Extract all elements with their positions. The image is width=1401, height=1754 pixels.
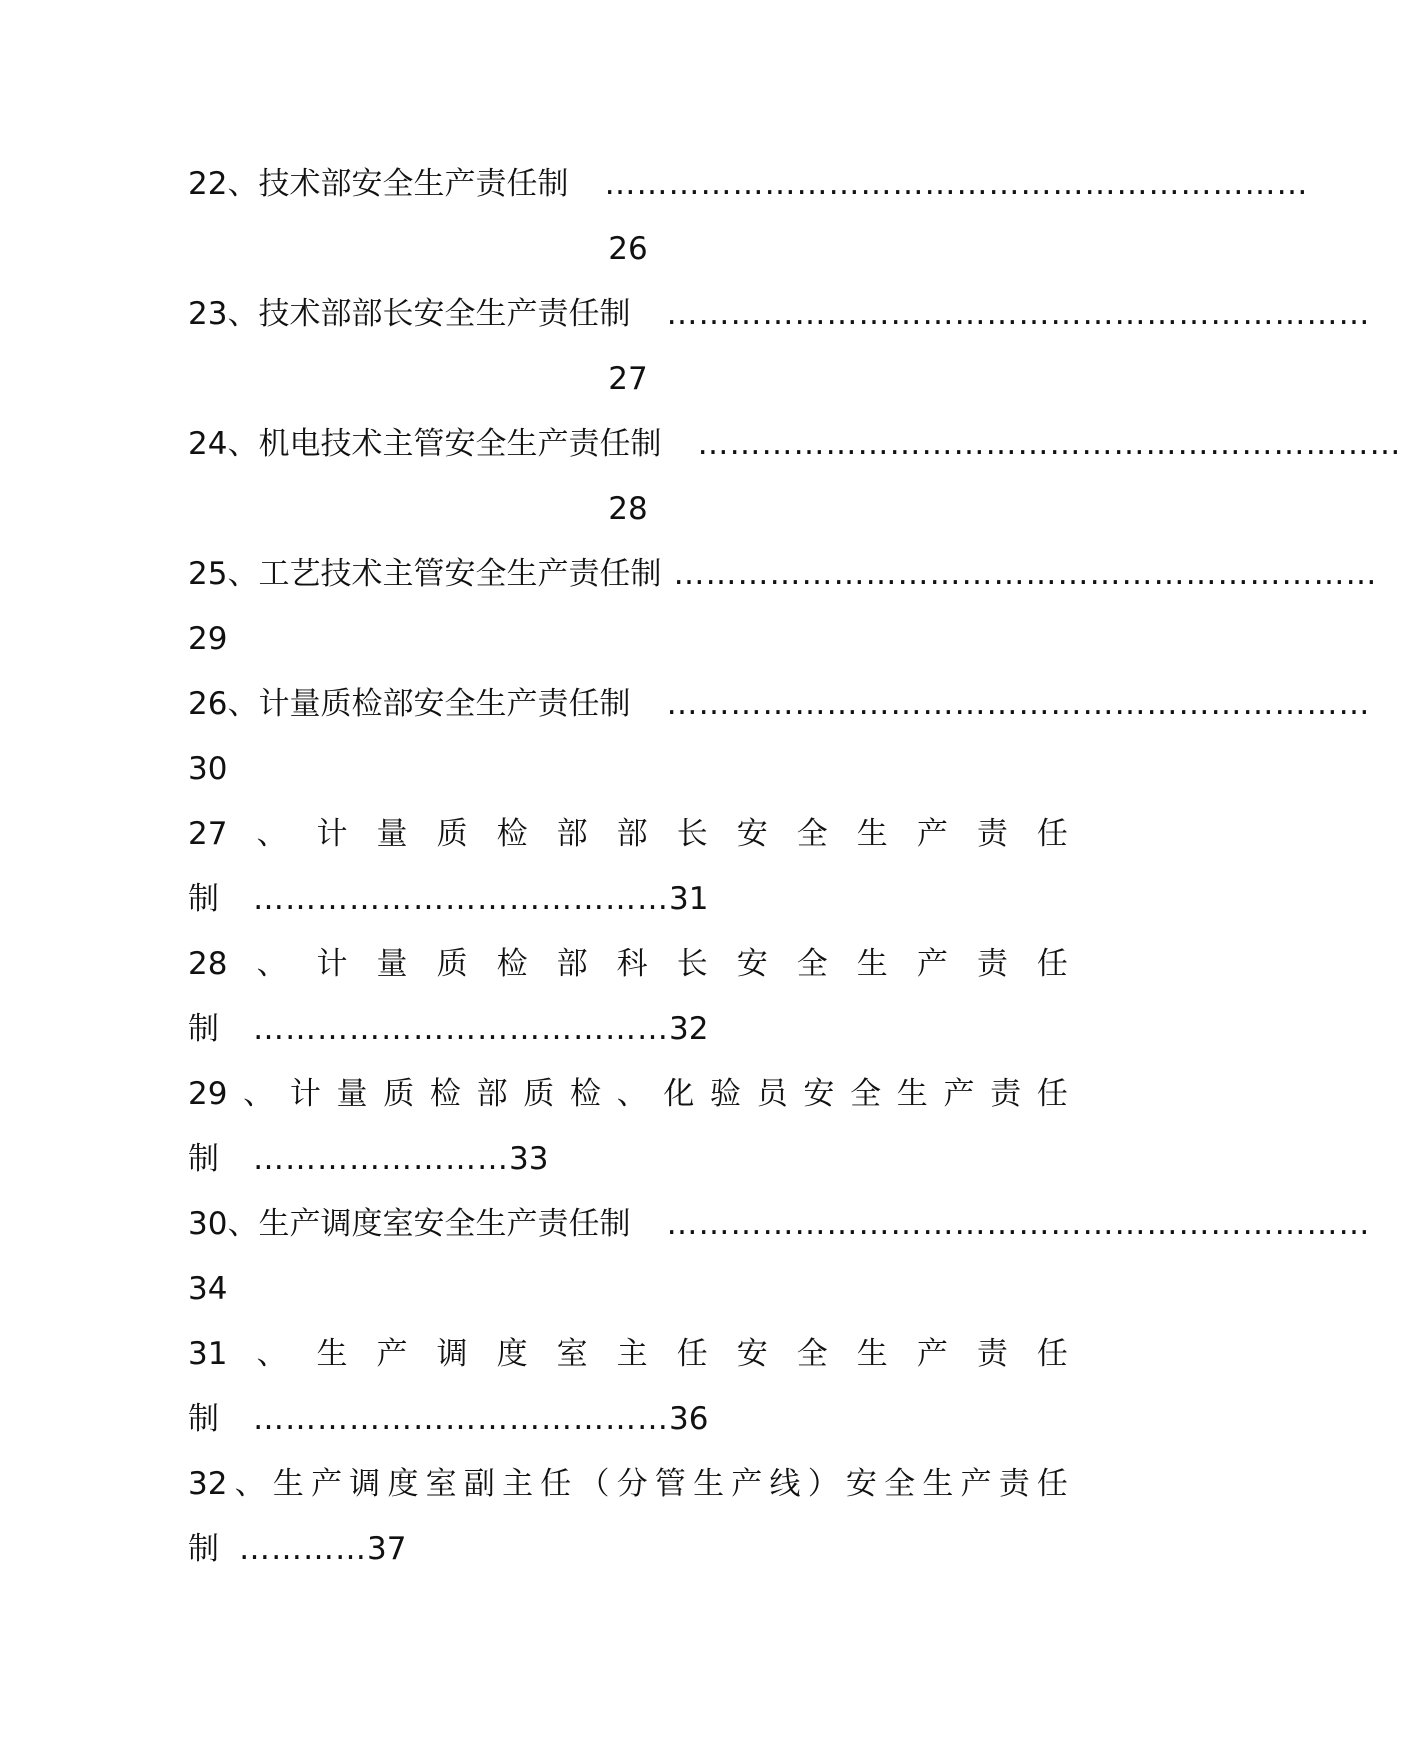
toc-char: 责: [998, 1466, 1030, 1502]
toc-char: 、: [616, 1076, 648, 1112]
toc-char: 、: [234, 1466, 266, 1502]
toc-char: 责: [976, 946, 1008, 982]
toc-entry-23[interactable]: [188, 282, 1371, 347]
toc-char: 产: [943, 1076, 975, 1112]
toc-char: 任: [540, 1466, 572, 1502]
toc-char: 室: [556, 1336, 588, 1372]
toc-char: 计: [289, 1076, 321, 1112]
toc-char: 副: [463, 1466, 495, 1502]
toc-char: 室: [425, 1466, 457, 1502]
toc-page-number-22: 26: [608, 231, 648, 267]
toc-char: 、: [243, 1076, 275, 1112]
toc-entry-title: 26、计量质检部安全生产责任制: [188, 686, 631, 722]
toc-entry-title-end: 制: [188, 1531, 219, 1567]
toc-char: 检: [496, 946, 528, 982]
toc-char: 产: [916, 1336, 948, 1372]
toc-char: 量: [376, 816, 408, 852]
toc-entry-title: 30、生产调度室安全生产责任制: [188, 1206, 631, 1242]
toc-entry-30[interactable]: [188, 1192, 1371, 1257]
toc-char: 主: [502, 1466, 534, 1502]
toc-char: 部: [476, 1076, 508, 1112]
toc-char: 生: [922, 1466, 954, 1502]
toc-char: 生: [272, 1466, 304, 1502]
toc-char: 度: [387, 1466, 419, 1502]
toc-entry-27-continuation[interactable]: [188, 867, 1068, 932]
toc-char: 、: [256, 946, 288, 982]
toc-char: 全: [796, 1336, 828, 1372]
toc-entry-25[interactable]: [188, 542, 1378, 607]
toc-char: 质: [436, 816, 468, 852]
toc-page-number: 31: [669, 881, 709, 917]
toc-char: 长: [676, 946, 708, 982]
toc-char: 主: [616, 1336, 648, 1372]
toc-leader-dots: ……………………: [253, 1141, 509, 1177]
toc-page-number: 37: [367, 1531, 407, 1567]
toc-leader-dots: …………………………………: [253, 1401, 669, 1437]
toc-entry-title-end: 制: [188, 881, 219, 917]
toc-char: 计: [316, 816, 348, 852]
toc-page-number: 33: [509, 1141, 549, 1177]
toc-char: 科: [616, 946, 648, 982]
toc-char: 量: [336, 1076, 368, 1112]
toc-char: 全: [796, 816, 828, 852]
toc-char: 线: [769, 1466, 801, 1502]
toc-char: 安: [736, 816, 768, 852]
toc-char: 长: [676, 816, 708, 852]
toc-leader-dots: …………: [239, 1531, 367, 1567]
toc-char: 分: [616, 1466, 648, 1502]
toc-char: 产: [731, 1466, 763, 1502]
toc-char: 安: [845, 1466, 877, 1502]
toc-char: 责: [976, 1336, 1008, 1372]
toc-char: 产: [376, 1336, 408, 1372]
toc-char: 安: [736, 946, 768, 982]
toc-char: 生: [856, 946, 888, 982]
toc-char: 量: [376, 946, 408, 982]
toc-entry-29[interactable]: [188, 1062, 1068, 1127]
toc-char: 产: [960, 1466, 992, 1502]
toc-entry-31-continuation[interactable]: [188, 1387, 1068, 1452]
toc-page-number-30: 34: [188, 1271, 228, 1307]
toc-char: 化: [663, 1076, 695, 1112]
toc-leader-dots: …………………………………………………………: [666, 686, 1371, 722]
toc-char: 责: [990, 1076, 1022, 1112]
toc-char: 任: [1036, 1336, 1068, 1372]
toc-entry-32[interactable]: [188, 1452, 1068, 1517]
toc-leader-dots: …………………………………………………………: [697, 426, 1401, 462]
toc-leader-dots: …………………………………………………………: [666, 1206, 1371, 1242]
toc-char: 安: [803, 1076, 835, 1112]
toc-char: 任: [1036, 946, 1068, 982]
toc-page-number: 36: [669, 1401, 709, 1437]
toc-char: 任: [1036, 1466, 1068, 1502]
toc-entry-title-end: 制: [188, 1011, 219, 1047]
toc-char: 质: [383, 1076, 415, 1112]
toc-char: 部: [556, 946, 588, 982]
table-of-contents: [188, 152, 1401, 1582]
toc-entry-26[interactable]: [188, 672, 1371, 737]
toc-entry-title: 25、工艺技术主管安全生产责任制: [188, 556, 662, 592]
toc-char: 生: [896, 1076, 928, 1112]
toc-char: 检: [496, 816, 528, 852]
toc-char: 全: [850, 1076, 882, 1112]
toc-char: 产: [311, 1466, 343, 1502]
toc-char: 部: [556, 816, 588, 852]
toc-page-number-23: 27: [608, 361, 648, 397]
toc-char: 员: [756, 1076, 788, 1112]
toc-entry-title-end: 制: [188, 1141, 219, 1177]
toc-leader-dots: …………………………………: [253, 1011, 669, 1047]
toc-char: 31: [188, 1336, 228, 1372]
toc-char: 检: [569, 1076, 601, 1112]
toc-char: 任: [676, 1336, 708, 1372]
toc-char: 32: [188, 1466, 228, 1502]
toc-entry-28[interactable]: [188, 932, 1068, 997]
toc-entry-27[interactable]: [188, 802, 1068, 867]
toc-char: 度: [496, 1336, 528, 1372]
toc-char: 28: [188, 946, 228, 982]
toc-char: 调: [349, 1466, 381, 1502]
toc-page-number-26: 30: [188, 751, 228, 787]
toc-char: 任: [1036, 1076, 1068, 1112]
toc-page-number-24: 28: [608, 491, 648, 527]
toc-char: 产: [916, 946, 948, 982]
toc-char: 检: [429, 1076, 461, 1112]
toc-char: 生: [856, 1336, 888, 1372]
toc-char: 调: [436, 1336, 468, 1372]
toc-char: 、: [256, 1336, 288, 1372]
toc-entry-24[interactable]: [188, 412, 1401, 477]
toc-entry-31[interactable]: [188, 1322, 1068, 1387]
toc-char: 全: [796, 946, 828, 982]
toc-leader-dots: …………………………………: [253, 881, 669, 917]
toc-char: 验: [710, 1076, 742, 1112]
toc-page-number: 32: [669, 1011, 709, 1047]
toc-char: （: [578, 1466, 610, 1502]
toc-char: 部: [616, 816, 648, 852]
toc-char: 责: [976, 816, 1008, 852]
toc-char: 27: [188, 816, 228, 852]
toc-char: 生: [856, 816, 888, 852]
toc-entry-22[interactable]: [188, 152, 1309, 217]
toc-entry-title: 23、技术部部长安全生产责任制: [188, 296, 631, 332]
toc-char: 生: [316, 1336, 348, 1372]
toc-char: 任: [1036, 816, 1068, 852]
toc-entry-title: 22、技术部安全生产责任制: [188, 166, 569, 202]
toc-leader-dots: …………………………………………………………: [666, 296, 1371, 332]
toc-entry-title-end: 制: [188, 1401, 219, 1437]
toc-char: 质: [523, 1076, 555, 1112]
toc-char: 生: [693, 1466, 725, 1502]
toc-char: 管: [654, 1466, 686, 1502]
toc-char: 、: [256, 816, 288, 852]
toc-char: 质: [436, 946, 468, 982]
toc-char: 全: [884, 1466, 916, 1502]
toc-leader-dots: …………………………………………………………: [604, 166, 1309, 202]
toc-char: 安: [736, 1336, 768, 1372]
toc-char: ）: [807, 1466, 839, 1502]
toc-entry-32-continuation[interactable]: [188, 1517, 1068, 1582]
toc-char: 29: [188, 1076, 228, 1112]
toc-entry-29-continuation[interactable]: [188, 1127, 1068, 1192]
toc-leader-dots: …………………………………………………………: [673, 556, 1378, 592]
toc-entry-title: 24、机电技术主管安全生产责任制: [188, 426, 662, 462]
toc-page-number-25: 29: [188, 621, 228, 657]
toc-char: 产: [916, 816, 948, 852]
toc-char: 计: [316, 946, 348, 982]
toc-entry-28-continuation[interactable]: [188, 997, 1068, 1062]
